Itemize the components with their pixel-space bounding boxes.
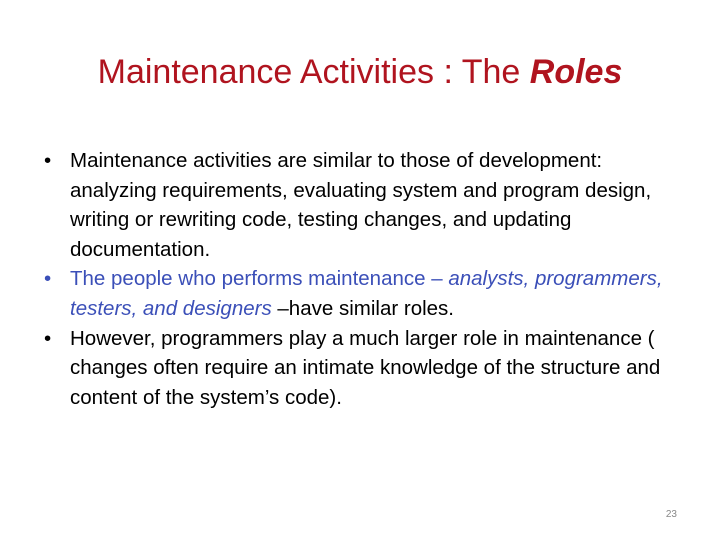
bullet-marker: • xyxy=(44,326,52,350)
bullet-text-tail: –have similar roles. xyxy=(271,296,454,320)
bullet-item-3 xyxy=(44,324,680,413)
bullet-text-roles: analysts, programmers, testers, and designers xyxy=(70,267,663,320)
slide-title-prefix: Maintenance Activities : The xyxy=(97,53,530,91)
page-number: 23 xyxy=(665,509,677,520)
bullet-marker: • xyxy=(44,149,52,172)
bullet-text: Maintenance activities are similar to those of development: analyzing requirements, evaluating system and program design, writing or rewriting code, testing changes, and updating documentation. xyxy=(70,149,652,261)
bullet-text-lead: The people who performs maintenance – xyxy=(70,267,449,291)
bullet-item-2 xyxy=(44,264,680,323)
slide-title xyxy=(0,48,720,96)
bullet-text: However, programmers play a much larger role in maintenance ( changes often require an intimate knowledge of the structure and content of the system’s code). xyxy=(70,326,661,409)
slide-title-emphasis: Roles xyxy=(529,53,623,91)
bullet-list xyxy=(44,146,680,412)
bullet-marker: • xyxy=(44,267,52,291)
bullet-item-1 xyxy=(44,146,680,264)
